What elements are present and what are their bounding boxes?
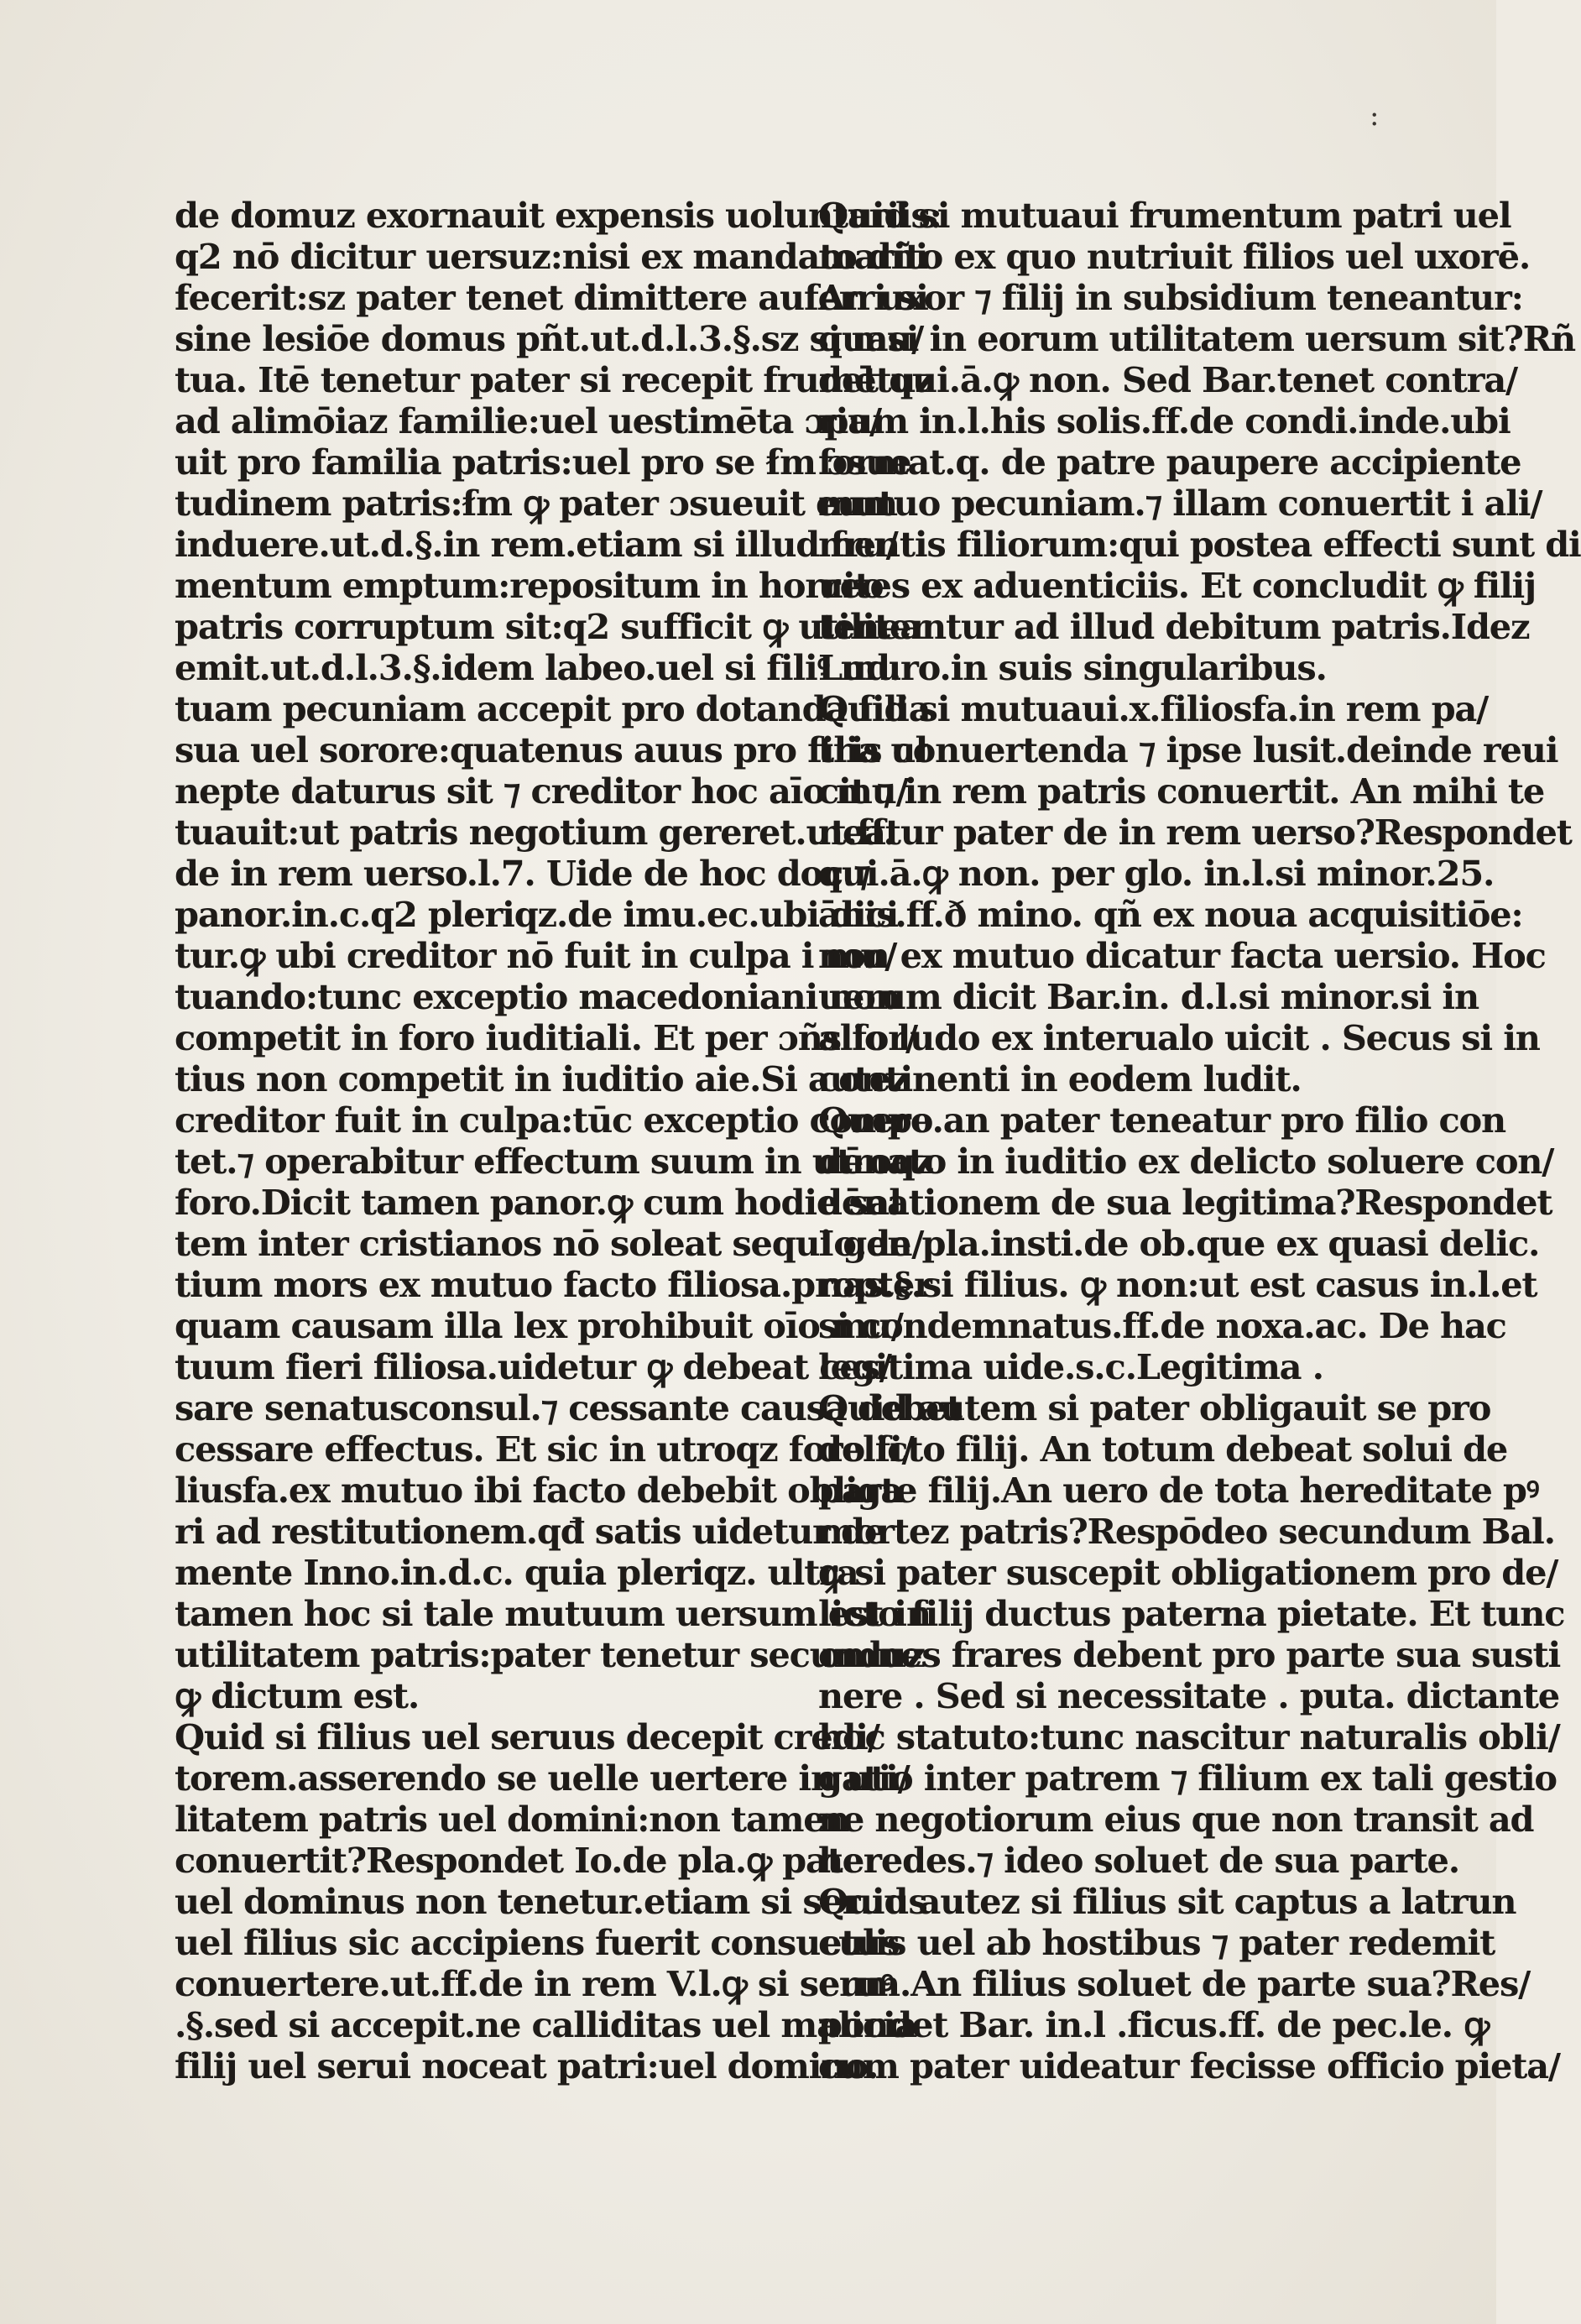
- text-line: marito ex quo nutriuit filios uel uxorē.: [818, 236, 1531, 277]
- text-line: tudinem patris:ẜm ꝙ pater ɔsueuit eum: [175, 483, 897, 524]
- text-line: de in rem uerso.l.7. Uide de hoc doc.⁊: [175, 853, 870, 894]
- text-line: mentum emptum:repositum in horreo: [175, 565, 884, 606]
- text-line: filij uel serui noceat patri:uel domino.: [175, 2045, 879, 2086]
- text-line: creditor fuit in culpa:tūc exceptio compe: [175, 1099, 932, 1141]
- text-line: mente Inno.in.d.c. quia pleriqz. ultra: [175, 1552, 858, 1593]
- text-line: .§.sed si accepit.ne calliditas uel malicia: [175, 2004, 917, 2045]
- text-line: gatio inter patrem ⁊ filium ex tali gestio: [818, 1757, 1557, 1799]
- text-line: mutuo pecuniam.⁊ illam conuertit i ali/: [818, 483, 1542, 524]
- text-line: legitima uide.s.c.Legitima .: [818, 1346, 1323, 1387]
- left-text-column: [175, 195, 962, 2086]
- text-line: tuam pecuniam accepit pro dotanda filia: [175, 688, 931, 729]
- text-line: eum.An filius soluet de parte sua?Res/: [818, 1963, 1531, 2004]
- text-line: torem.asserendo se uelle uertere in uti/: [175, 1757, 910, 1799]
- text-line: Quero.an pater teneatur pro filio con: [818, 1099, 1505, 1141]
- text-line: Quid si mutuaui frumentum patri uel: [818, 195, 1511, 236]
- text-line: culis uel ab hostibus ⁊ pater redemit: [818, 1922, 1495, 1963]
- text-line: uerum dicit Bar.in. d.l.si minor.si in: [818, 976, 1479, 1017]
- right-text-column: [818, 195, 1581, 2086]
- text-line: omnes frares debent pro parte sua susti: [818, 1634, 1561, 1675]
- text-line: tua. Itē tenetur pater si recepit frumētuz: [175, 359, 934, 400]
- text-line: parte filij.An uero de tota hereditate pꝰ: [818, 1470, 1539, 1511]
- text-line: cit ⁊ in rem patris conuertit. An mihi te: [818, 770, 1545, 812]
- text-line: An uxor ⁊ filij in subsidium teneantur:: [818, 277, 1523, 318]
- text-line: emit.ut.d.l.3.§.idem labeo.uel si filiꝰ mu: [175, 647, 901, 688]
- text-line: Lud.ro.in suis singularibus.: [818, 647, 1327, 688]
- text-line: uel dominus non tenetur.etiam si seruus: [175, 1881, 927, 1922]
- text-line: continenti in eodem ludit.: [818, 1058, 1302, 1099]
- text-line: heredes.⁊ ideo soluet de sua parte.: [818, 1840, 1460, 1881]
- text-line: Io.de pla.insti.de ob.que ex quasi delic.: [818, 1223, 1540, 1264]
- text-line: foro.Dicit tamen panor.ꝙ cum hodie sal: [175, 1182, 901, 1223]
- text-line: quam causam illa lex prohibuit oīo mu/: [175, 1305, 903, 1346]
- text-line: ānis.ff.ð mino. qñ ex noua acquisitiōe:: [818, 894, 1523, 935]
- folio-mark: :: [1370, 99, 1380, 133]
- text-line: tuando:tunc exceptio macedoniani non: [175, 976, 900, 1017]
- text-line: delicto filij. An totum debeat solui de: [818, 1428, 1508, 1470]
- text-line: Quid autez si filius sit captus a latrun: [818, 1881, 1516, 1922]
- text-line: sare senatusconsul.⁊ cessante causa debet: [175, 1387, 962, 1428]
- text-line: Quid si mutuaui.x.filiosfa.in rem pa/: [818, 688, 1489, 729]
- text-line: cum pater uideatur fecisse officio pieta/: [818, 2045, 1560, 2086]
- text-line: utilitatem patris:pater tenetur secunduz: [175, 1634, 925, 1675]
- text-line: ꝙ si pater suscepit obligationem pro de/: [818, 1552, 1558, 1593]
- text-line: Quid si filius uel seruus decepit credi/: [175, 1716, 879, 1757]
- text-line: neatur pater de in rem uerso?Respondet: [818, 812, 1572, 853]
- text-line: induere.ut.d.§.in rem.etiam si illud fru/: [175, 524, 898, 565]
- text-line: det qui.ā.ꝙ non. Sed Bar.tenet contra/: [818, 359, 1517, 400]
- text-line: tet.⁊ operabitur effectum suum in utroqz: [175, 1141, 933, 1182]
- text-line: Quid autem si pater obligauit se pro: [818, 1387, 1491, 1428]
- text-line: competit in foro iuditiali. Et per ɔñs for/: [175, 1017, 917, 1058]
- text-line: nere . Sed si necessitate . puta. dictante: [818, 1675, 1559, 1716]
- text-line: dēnato in iuditio ex delicto soluere con/: [818, 1141, 1554, 1182]
- text-line: quasi in eorum utilitatem uersum sit?Rñ: [818, 318, 1575, 359]
- text-line: alio ludo ex interualo uicit . Secus si in: [818, 1017, 1540, 1058]
- text-line: ne negotiorum eius que non transit ad: [818, 1799, 1534, 1840]
- text-line: sine lesiōe domus pñt.ut.d.l.3.§.sz si mu/: [175, 318, 924, 359]
- text-line: tuum fieri filiosa.uidetur ꝙ debeat ces/: [175, 1346, 891, 1387]
- text-line: uit pro familia patris:uel pro se ẜm ɔsue: [175, 441, 911, 483]
- text-line: de domuz exornauit expensis uoluntariis:: [175, 195, 942, 236]
- text-line: teneantur ad illud debitum patris.Idez: [818, 606, 1530, 647]
- text-line: ad alimōiaz familie:uel uestimēta ɔpa/: [175, 400, 881, 441]
- text-line: qui.ā.ꝙ non. per glo. in.l.si minor.25.: [818, 853, 1495, 894]
- text-line: conuertere.ut.ff.de in rem V.l.ꝙ si seruꝰ: [175, 1963, 894, 2004]
- text-line: nas.§.si filius. ꝙ non:ut est casus in.l.et: [818, 1264, 1537, 1305]
- text-line: tris conuertenda ⁊ ipse lusit.deinde reui: [818, 729, 1558, 770]
- text-line: conuertit?Respondet Io.de pla.ꝙ pater: [175, 1840, 881, 1881]
- text-line: pondet Bar. in.l .ficus.ff. de pec.le. ꝙ: [818, 2004, 1490, 2045]
- text-line: uites ex aduenticiis. Et concludit ꝙ filij: [818, 565, 1536, 606]
- text-line: ꝙ dictum est.: [175, 1675, 420, 1716]
- text-line: litatem patris uel domini:non tamen: [175, 1799, 849, 1840]
- text-line: uel filius sic accipiens fuerit consuetus: [175, 1922, 900, 1963]
- text-line: q2 nō dicitur uersuz:nisi ex mandato dñi: [175, 236, 928, 277]
- text-line: si condemnatus.ff.de noxa.ac. De hac: [818, 1305, 1506, 1346]
- text-line: tur.ꝙ ubi creditor nō fuit in culpa i mu/: [175, 935, 897, 976]
- text-line: tamen hoc si tale mutuum uersum est in: [175, 1593, 931, 1634]
- text-line: tius non competit in iuditio aie.Si autez: [175, 1058, 910, 1099]
- text-line: format.q. de patre paupere accipiente: [818, 441, 1521, 483]
- text-line: hoc statuto:tunc nascitur naturalis obli/: [818, 1716, 1560, 1757]
- text-line: panor.in.c.q2 pleriqz.de imu.ec.ubi dici: [175, 894, 899, 935]
- text-line: ri ad restitutionem.qđ satis uidetur de: [175, 1511, 886, 1552]
- text-line: dēnationem de sua legitima?Respondet: [818, 1182, 1552, 1223]
- text-line: nepte daturus sit ⁊ creditor hoc aīo mu/: [175, 770, 908, 812]
- text-line: fecerit:sz pater tenet dimittere auferri si: [175, 277, 928, 318]
- text-line: mortez patris?Respōdeo secundum Bal.: [818, 1511, 1555, 1552]
- text-line: tem inter cristianos nō soleat sequi gen/: [175, 1223, 924, 1264]
- text-line: non ex mutuo dicatur facta uersio. Hoc: [818, 935, 1546, 976]
- text-line: patris corruptum sit:q2 sufficit ꝙ utiliter: [175, 606, 928, 647]
- text-line: liusfa.ex mutuo ibi facto debebit obliga: [175, 1470, 903, 1511]
- text-line: tuauit:ut patris negotium gereret.ut.ff.: [175, 812, 895, 853]
- text-line: sua uel sorore:quatenus auus pro filia uł: [175, 729, 928, 770]
- text-line: licto filij ductus paterna pietate. Et tunc: [818, 1593, 1565, 1634]
- text-line: tium mors ex mutuo facto filiosa.propter: [175, 1264, 931, 1305]
- text-line: mentis filiorum:qui postea effecti sunt di: [818, 524, 1581, 565]
- text-line: rium in.l.his solis.ff.de condi.inde.ubi: [818, 400, 1511, 441]
- text-line: cessare effectus. Et sic in utroqz foro fi/: [175, 1428, 914, 1470]
